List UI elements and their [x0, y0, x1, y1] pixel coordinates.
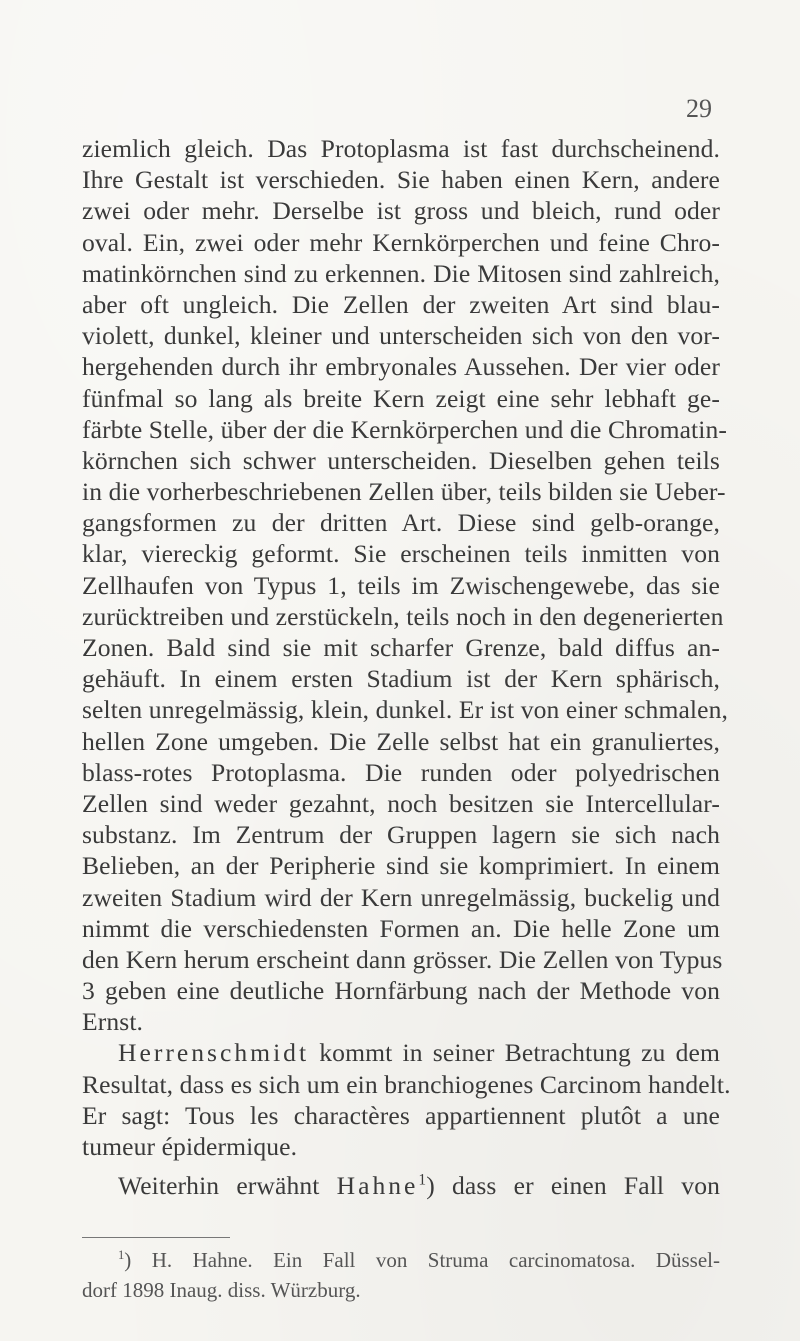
paragraph-1-line: fünfmal so lang als breite Kern zeigt eine sehr lebhaft ge-	[82, 383, 720, 413]
paragraph-1-line: oval. Ein, zwei oder mehr Kernkörperchen und feine Chro-	[82, 227, 720, 257]
paragraph-1-line: violett, dunkel, kleiner und unterscheiden sich von den vor-	[82, 321, 720, 351]
paragraph-1-line: in die vorherbeschriebenen Zellen über, teils bilden sie Ueber-	[82, 477, 726, 507]
footnote-divider	[82, 1237, 230, 1238]
paragraph-1-line: Zellen sind weder gezahnt, noch besitzen sie Intercellular-	[82, 788, 720, 818]
paragraph-1-line: Belieben, an der Peripherie sind sie komprimiert. In einem	[82, 851, 720, 881]
paragraph-1-line: gangsformen zu der dritten Art. Diese sind gelb-orange,	[82, 508, 720, 538]
paragraph-1-line: färbte Stelle, über der die Kernkörperchen und die Chromatin-	[82, 414, 727, 444]
footnote-reference[interactable]: 1	[418, 1171, 427, 1189]
paragraph-2-line: Er sagt: Tous les charactères appartiennent plutôt a une	[82, 1100, 720, 1130]
author-name-herrenschmidt: Herrenschmidt	[118, 1038, 310, 1068]
paragraph-1-line: nimmt die verschiedensten Formen an. Die helle Zone um	[82, 913, 720, 943]
paragraph-1-line: substanz. Im Zentrum der Gruppen lagern sie sich nach	[82, 820, 720, 850]
paragraph-2-line: Resultat, dass es sich um ein branchiogenes Carcinom handelt.	[82, 1069, 731, 1099]
paragraph-1-line: hergehenden durch ihr embryonales Aussehen. Der vier oder	[82, 352, 720, 382]
paragraph-1-line: Zonen. Bald sind sie mit scharfer Grenze, bald diffus an-	[82, 633, 720, 662]
paragraph-1-line: zurücktreiben und zerstückeln, teils noch in den degenerierten	[82, 601, 724, 631]
footnote-line: dorf 1898 Inaug. diss. Würzburg.	[82, 1278, 361, 1302]
paragraph-1-line: zwei oder mehr. Derselbe ist gross und bleich, rund oder	[82, 196, 720, 226]
paragraph-1-line: gehäuft. In einem ersten Stadium ist der Kern sphärisch,	[82, 664, 720, 694]
paragraph-1-line: selten unregelmässig, klein, dunkel. Er ist von einer schmalen,	[82, 695, 728, 725]
paragraph-1-line: Zellhaufen von Typus 1, teils im Zwischengewebe, das sie	[82, 570, 720, 600]
footnote	[82, 1245, 720, 1305]
paragraph-1-line: Ihre Gestalt ist verschieden. Sie haben einen Kern, andere	[82, 165, 720, 195]
footnote-marker: 1	[118, 1248, 125, 1262]
paragraph-2-line: tumeur épidermique.	[82, 1132, 298, 1161]
paragraph-1-line: ziemlich gleich. Das Protoplasma ist fast durchscheinend.	[82, 134, 720, 163]
paragraph-1-line: aber oft ungleich. Die Zellen der zweiten Art sind blau-	[82, 289, 720, 319]
paragraph-1-line: Ernst.	[82, 1007, 144, 1037]
paragraph-1-line: körnchen sich schwer unterscheiden. Dieselben gehen teils	[82, 445, 720, 475]
paragraph-1-line: matinkörnchen sind zu erkennen. Die Mitosen sind zahlreich,	[82, 258, 720, 288]
paragraph-1-line: hellen Zone umgeben. Die Zelle selbst hat ein granuliertes,	[82, 726, 720, 756]
page-number: 29	[686, 94, 712, 123]
paragraph-1	[82, 133, 728, 1037]
paragraph-1-line: blass-rotes Protoplasma. Die runden oder polyedrischen	[82, 757, 720, 787]
body-text	[82, 133, 731, 1201]
paragraph-1-line: den Kern herum erscheint dann grösser. Die Zellen von Typus	[82, 944, 723, 974]
author-name-hahne: Hahne	[336, 1171, 419, 1201]
paragraph-3-line: Weiterhin erwähnt Hahne$^1$) dass er einen Fall von	[118, 1171, 720, 1201]
paragraph-2-line: Herrenschmidt kommt in seiner Betrachtung zu dem	[118, 1038, 720, 1068]
paragraph-1-line: klar, viereckig geformt. Sie erscheinen teils inmitten von	[82, 539, 720, 569]
paragraph-1-line: zweiten Stadium wird der Kern unregelmässig, buckelig und	[82, 882, 720, 912]
paragraph-1-line: 3 geben eine deutliche Hornfärbung nach der Methode von	[82, 976, 720, 1006]
footnote-line: $^1$) H. Hahne. Ein Fall von Struma carcinomatosa. Düssel-	[118, 1248, 721, 1272]
